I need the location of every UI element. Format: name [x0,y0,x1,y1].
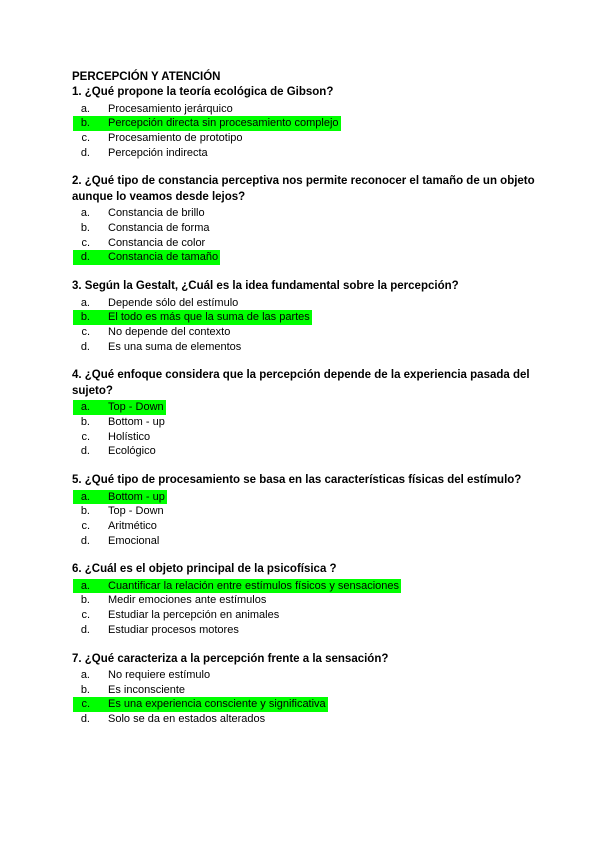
option-letter: d. [80,713,90,726]
document-page [72,70,542,741]
option-text: El todo es más que la suma de las partes [108,311,310,324]
option-text: Ecológico [108,445,156,458]
option-text: No requiere estímulo [108,669,211,681]
option-letter: c. [81,430,90,443]
option-letter: d. [80,534,90,547]
option-letter: b. [80,415,90,428]
answer-option [72,415,542,430]
option-letter: a. [73,400,108,415]
answer-option-correct [72,250,542,265]
question-block [72,562,542,637]
answer-option [72,221,542,236]
option-text: Constancia de forma [108,221,210,234]
answer-option [72,340,542,355]
option-list [72,400,542,459]
document-title: PERCEPCIÓN Y ATENCIÓN [72,71,221,83]
option-letter: c. [81,131,90,144]
option-text: Constancia de color [108,236,206,249]
option-list [72,296,542,355]
question-text: 3. Según la Gestalt, ¿Cuál es la idea fundamental sobre la percepción? [72,280,459,292]
option-text: Percepción indirecta [108,146,208,159]
question-block [72,85,542,160]
question-text: 1. ¿Qué propone la teoría ecológica de Gibson? [72,86,334,98]
answer-option [72,623,542,638]
option-letter: b. [80,505,90,518]
answer-option [72,296,542,311]
option-letter: a. [73,490,108,505]
answer-option [72,102,542,117]
option-letter: c. [81,325,90,338]
option-text: Top - Down [108,505,164,518]
option-letter: d. [80,340,90,353]
question-text: 7. ¿Qué caracteriza a la percepción frente a la sensación? [72,652,389,665]
answer-option-correct [72,579,542,594]
option-letter: b. [80,221,90,234]
answer-option-correct [72,310,542,325]
option-text: Solo se da en estados alterados [108,713,266,726]
question-list [72,85,542,727]
answer-option [72,236,542,251]
answer-option-correct [72,116,542,131]
question-block [72,652,542,727]
answer-option [72,668,542,683]
option-text: Estudiar procesos motores [108,623,239,636]
option-letter: c. [73,697,108,712]
answer-option [72,444,542,459]
option-text: Bottom - up [108,490,165,503]
answer-option [72,593,542,608]
question-text: 5. ¿Qué tipo de procesamiento se basa en las características físicas del estímulo? [72,474,522,486]
option-text: Estudiar la percepción en animales [108,609,280,622]
option-text: Constancia de tamaño [108,251,219,264]
option-letter: a. [80,296,90,309]
option-list [72,490,542,549]
question-block [72,174,542,265]
question-block [72,368,542,459]
option-letter: b. [80,594,90,607]
option-text: Procesamiento jerárquico [108,102,233,115]
answer-option [72,146,542,161]
option-letter: c. [81,236,90,249]
answer-option-correct [72,490,542,505]
answer-option [72,206,542,221]
option-list [72,668,542,727]
question-block [72,473,542,548]
option-text: Es inconsciente [108,683,186,696]
question-text: 4. ¿Qué enfoque considera que la percepción depende de la experiencia pasada del sujeto? [72,369,530,397]
option-letter: a. [80,669,90,681]
option-letter: a. [80,207,90,220]
answer-option [72,430,542,445]
answer-option [72,712,542,727]
option-text: Es una suma de elementos [108,340,242,353]
option-text: Percepción directa sin procesamiento complejo [108,117,339,130]
option-letter: b. [73,116,108,131]
option-text: Top - Down [108,401,164,414]
answer-option [72,608,542,623]
option-letter: c. [81,609,90,622]
answer-option [72,504,542,519]
option-letter: d. [80,623,90,636]
question-block [72,279,542,354]
option-letter: b. [80,683,90,696]
option-text: Depende sólo del estímulo [108,296,239,309]
answer-option-correct [72,697,542,712]
answer-option [72,325,542,340]
option-text: Emocional [108,534,160,547]
question-text: 6. ¿Cuál es el objeto principal de la psicofísica ? [72,563,337,576]
answer-option [72,131,542,146]
option-text: Aritmético [108,519,157,532]
option-list [72,102,542,161]
answer-option-correct [72,400,542,415]
answer-option [72,534,542,549]
option-text: Cuantificar la relación entre estímulos físicos y sensaciones [108,579,400,592]
option-letter: d. [80,445,90,458]
option-list [72,206,542,265]
option-text: Medir emociones ante estímulos [108,594,267,607]
option-text: Es una experiencia consciente y significativa [108,698,326,711]
option-text: No depende del contexto [108,325,231,338]
option-letter: c. [81,519,90,532]
option-text: Holístico [108,430,151,443]
option-letter: d. [80,146,90,159]
answer-option [72,683,542,698]
option-text: Constancia de brillo [108,207,205,220]
option-text: Bottom - up [108,415,165,428]
option-letter: b. [73,310,108,325]
answer-option [72,519,542,534]
option-text: Procesamiento de prototipo [108,131,243,144]
option-letter: a. [73,579,108,594]
option-letter: a. [80,102,90,115]
question-text: 2. ¿Qué tipo de constancia perceptiva nos permite reconocer el tamaño de un objeto aunque lo veamos desde lejos? [72,175,535,203]
option-letter: d. [73,250,108,265]
option-list [72,579,542,638]
